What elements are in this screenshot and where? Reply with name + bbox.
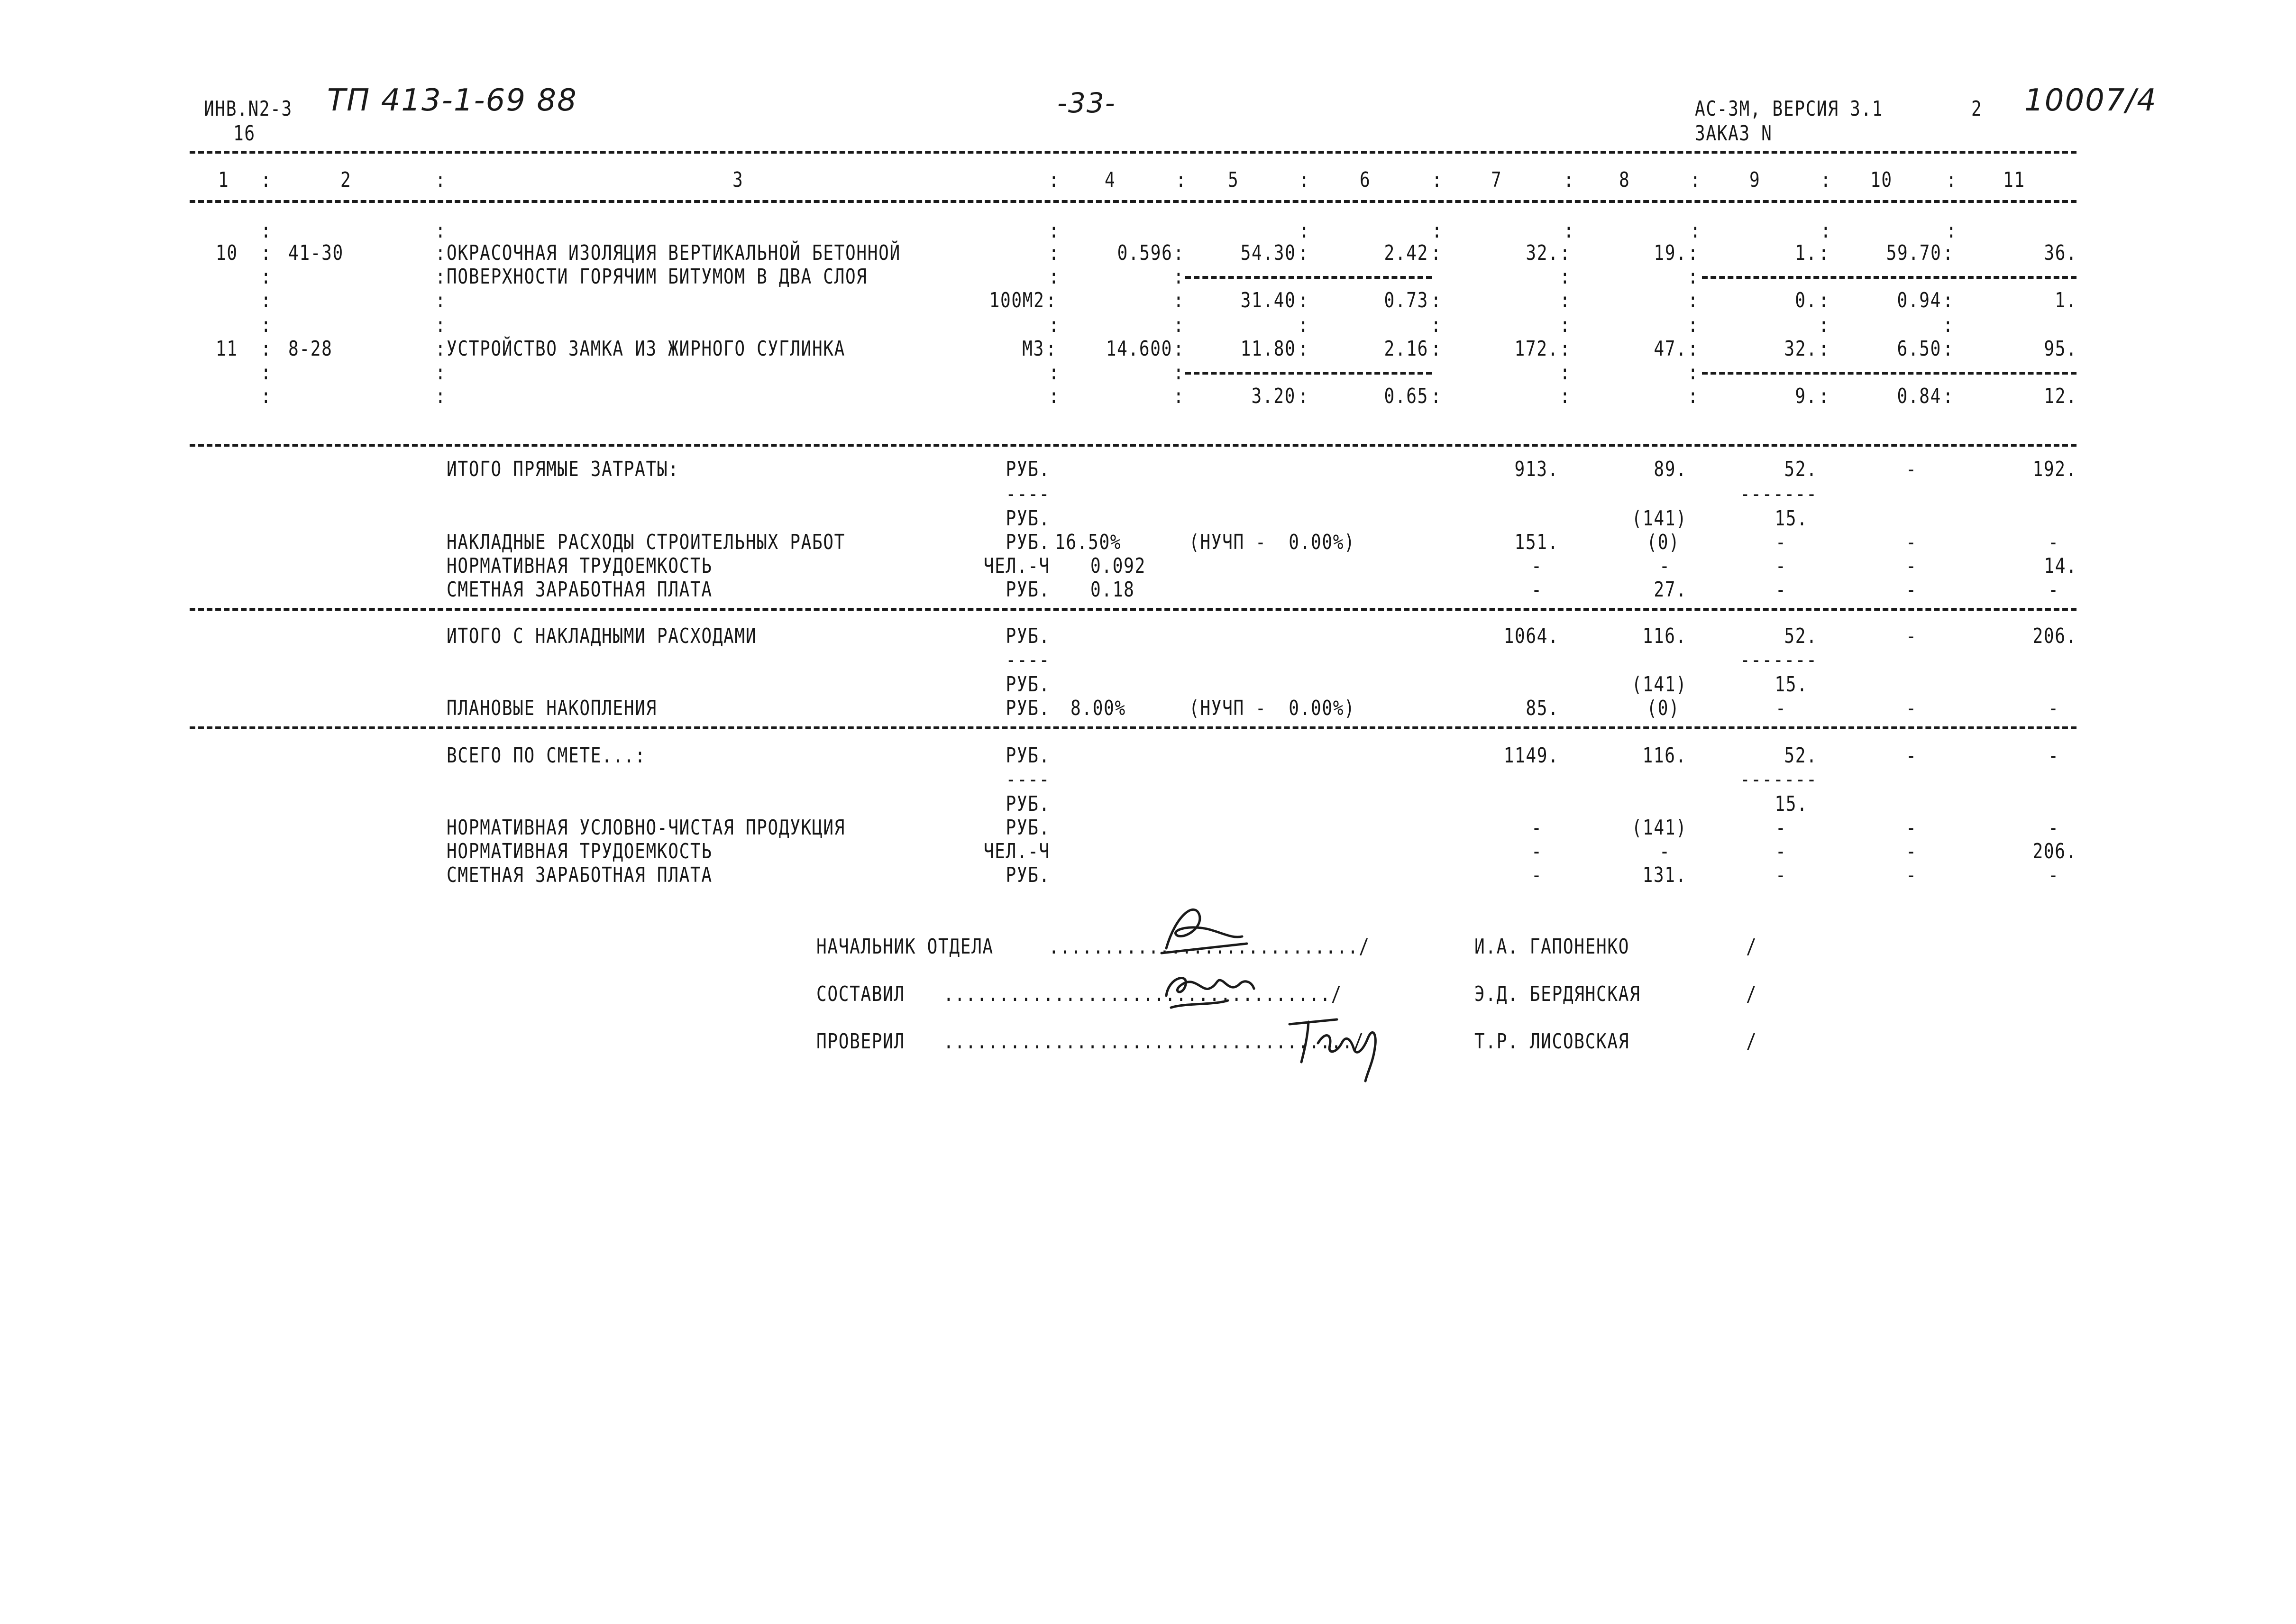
cell-value: 1. xyxy=(2055,288,2077,312)
summary-label: НАКЛАДНЫЕ РАСХОДЫ СТРОИТЕЛЬНЫХ РАБОТ xyxy=(447,530,846,554)
handwritten-signature-icon xyxy=(1157,963,1271,1019)
cell-value: 6.50 xyxy=(1897,337,1941,361)
column-separator: : xyxy=(435,265,447,289)
summary-nuchp: (НУЧП - 0.00%) xyxy=(1189,696,1355,720)
summary-value: 0.18 xyxy=(1090,578,1135,602)
column-separator: : xyxy=(435,241,447,265)
cell-value: 19. xyxy=(1653,241,1687,265)
cell-value: (141) xyxy=(1631,506,1687,531)
cell-value: - xyxy=(1775,578,1786,602)
cell-value: 47. xyxy=(1653,337,1687,361)
column-separator: : xyxy=(1298,384,1309,408)
cell-value: 59.70 xyxy=(1886,241,1941,265)
column-separator: : xyxy=(1560,313,1571,337)
column-separator: : xyxy=(1819,288,1830,312)
column-separator: : xyxy=(1173,337,1185,361)
cell-value: 0.65 xyxy=(1384,384,1428,408)
signature-role: ПРОВЕРИЛ xyxy=(816,1029,905,1054)
cell-value: 116. xyxy=(1642,743,1687,768)
column-separator: : xyxy=(1688,241,1699,265)
summary-label: НОРМАТИВНАЯ ТРУДОЕМКОСТЬ xyxy=(447,839,713,863)
column-separator: : xyxy=(1298,241,1309,265)
cell-value: - xyxy=(1775,863,1786,887)
cell-value: 52. xyxy=(1784,457,1817,481)
unit: 100М2 xyxy=(989,288,1044,312)
column-separator: : xyxy=(435,168,447,192)
column-separator: : xyxy=(261,265,272,289)
column-separator: : xyxy=(1298,288,1309,312)
divider-line xyxy=(190,608,2076,611)
order-label: ЗАКАЗ N xyxy=(1695,121,1773,146)
column-separator: : xyxy=(1049,168,1060,192)
column-separator: : xyxy=(1176,168,1187,192)
summary-percent: 16.50% xyxy=(1055,530,1122,554)
column-header: 11 xyxy=(2003,168,2025,192)
signature-end: / xyxy=(1746,1029,1757,1054)
column-separator: : xyxy=(1431,288,1442,312)
unit: М3 xyxy=(1022,337,1044,361)
cell-value: 15. xyxy=(1774,672,1808,697)
subcell-divider xyxy=(1185,276,1432,279)
cell-value: 172. xyxy=(1514,337,1559,361)
cell-value: 3.20 xyxy=(1251,384,1296,408)
column-separator: : xyxy=(1560,360,1571,385)
summary-unit: РУБ. xyxy=(1006,816,1050,840)
handwritten-order-number: 10007/4 xyxy=(2024,83,2157,118)
summary-unit: ЧЕЛ.-Ч xyxy=(983,839,1050,863)
cell-value: 0.73 xyxy=(1384,288,1428,312)
summary-label: НОРМАТИВНАЯ УСЛОВНО-ЧИСТАЯ ПРОДУКЦИЯ xyxy=(447,816,846,840)
column-separator: : xyxy=(1432,168,1443,192)
column-separator: : xyxy=(1046,337,1057,361)
cell-value: - xyxy=(1775,530,1786,554)
cell-value: 206. xyxy=(2032,624,2077,648)
cell-value: 0.94 xyxy=(1897,288,1941,312)
column-separator: : xyxy=(1820,219,1832,243)
cell-value: - xyxy=(1905,839,1917,863)
signature-leader: .................................../ xyxy=(943,982,1343,1006)
software-version: АС-3М, ВЕРСИЯ 3.1 xyxy=(1695,97,1884,121)
cell-value: - xyxy=(1531,554,1542,578)
signature-end: / xyxy=(1746,935,1757,959)
row-number: 11 xyxy=(216,337,238,361)
sheet-subnumber: 16 xyxy=(233,121,256,146)
column-separator: : xyxy=(1943,337,1954,361)
column-separator: : xyxy=(1173,360,1185,385)
column-separator: : xyxy=(1560,384,1571,408)
column-separator: : xyxy=(261,384,272,408)
divider-line xyxy=(190,726,2076,729)
cell-value: - xyxy=(2048,743,2059,768)
column-separator: : xyxy=(1690,168,1701,192)
column-header: 10 xyxy=(1870,168,1893,192)
summary-unit: РУБ. xyxy=(1006,457,1050,481)
cell-value: 32. xyxy=(1525,241,1559,265)
column-separator: : xyxy=(435,384,447,408)
column-header: 8 xyxy=(1619,168,1630,192)
column-separator: : xyxy=(1173,384,1185,408)
handwritten-signature-icon xyxy=(1280,1005,1394,1086)
column-separator: : xyxy=(1560,288,1571,312)
column-separator: : xyxy=(1946,168,1958,192)
column-separator: : xyxy=(1173,313,1185,337)
subcell-divider xyxy=(1185,372,1432,375)
summary-label: СМЕТНАЯ ЗАРАБОТНАЯ ПЛАТА xyxy=(447,863,713,887)
cell-value: 95. xyxy=(2043,337,2077,361)
cell-value: 54.30 xyxy=(1240,241,1296,265)
column-separator: : xyxy=(1049,241,1060,265)
column-separator: : xyxy=(1298,337,1309,361)
cell-value: - xyxy=(1775,816,1786,840)
cell-value: (141) xyxy=(1631,672,1687,697)
cell-value: - xyxy=(1775,554,1786,578)
subcell-divider xyxy=(1702,372,2076,375)
column-header: 9 xyxy=(1749,168,1761,192)
cell-value: - xyxy=(1531,578,1542,602)
column-separator: : xyxy=(261,288,272,312)
column-separator: : xyxy=(1049,360,1060,385)
column-separator: : xyxy=(1943,288,1954,312)
summary-underline: ------- xyxy=(1739,648,1817,672)
cell-value: 52. xyxy=(1784,624,1817,648)
cell-value: 1. xyxy=(1795,241,1817,265)
work-description: УСТРОЙСТВО ЗАМКА ИЗ ЖИРНОГО СУГЛИНКА xyxy=(447,337,846,361)
signature-leader: ............................/ xyxy=(1049,935,1370,959)
signature-name: Э.Д. БЕРДЯНСКАЯ xyxy=(1474,982,1641,1006)
column-separator: : xyxy=(1819,337,1830,361)
summary-unit: ЧЕЛ.-Ч xyxy=(983,554,1050,578)
column-header: 1 xyxy=(218,168,229,192)
handwritten-signature-icon xyxy=(1147,896,1261,967)
cell-value: 0. xyxy=(1795,288,1817,312)
cell-value: - xyxy=(1905,624,1917,648)
cell-value: - xyxy=(1659,554,1670,578)
summary-label: СМЕТНАЯ ЗАРАБОТНАЯ ПЛАТА xyxy=(447,578,713,602)
cell-value: 206. xyxy=(2032,839,2077,863)
column-separator: : xyxy=(1049,265,1060,289)
summary-unit: РУБ. xyxy=(1006,672,1050,697)
column-separator: : xyxy=(1560,241,1571,265)
cell-value: 192. xyxy=(2032,457,2077,481)
cell-value: 52. xyxy=(1784,743,1817,768)
column-separator: : xyxy=(1173,265,1185,289)
column-header: 7 xyxy=(1491,168,1502,192)
column-separator: : xyxy=(1173,241,1185,265)
column-separator: : xyxy=(1049,384,1060,408)
cell-value: 89. xyxy=(1653,457,1687,481)
quantity: 0.596 xyxy=(1117,241,1172,265)
cell-value: - xyxy=(1905,696,1917,720)
column-separator: : xyxy=(1564,219,1575,243)
signature-role: НАЧАЛЬНИК ОТДЕЛА xyxy=(816,935,994,959)
price-code: 8-28 xyxy=(288,337,333,361)
summary-underline: ---- xyxy=(1006,648,1050,672)
subcell-divider xyxy=(1702,276,2076,279)
cell-value: - xyxy=(1905,554,1917,578)
cell-value: 151. xyxy=(1514,530,1559,554)
column-separator: : xyxy=(1943,313,1954,337)
cell-value: (0) xyxy=(1646,530,1680,554)
summary-underline: ---- xyxy=(1006,482,1050,506)
cell-value: 15. xyxy=(1774,792,1808,816)
cell-value: - xyxy=(1905,578,1917,602)
column-separator: : xyxy=(1688,265,1699,289)
summary-value: 0.092 xyxy=(1090,554,1146,578)
cell-value: - xyxy=(1905,457,1917,481)
cell-value: 14. xyxy=(2043,554,2077,578)
summary-unit: РУБ. xyxy=(1006,624,1050,648)
cell-value: 12. xyxy=(2043,384,2077,408)
cell-value: (141) xyxy=(1631,816,1687,840)
cell-value: 85. xyxy=(1525,696,1559,720)
divider-line xyxy=(190,200,2076,203)
column-separator: : xyxy=(1299,168,1310,192)
cell-value: 32. xyxy=(1784,337,1817,361)
summary-label: ИТОГО ПРЯМЫЕ ЗАТРАТЫ: xyxy=(447,457,679,481)
summary-underline: ---- xyxy=(1006,767,1050,791)
cell-value: - xyxy=(2048,816,2059,840)
column-separator: : xyxy=(261,168,272,192)
summary-percent: 8.00% xyxy=(1070,696,1126,720)
column-separator: : xyxy=(1564,168,1575,192)
column-separator: : xyxy=(1431,313,1442,337)
column-separator: : xyxy=(435,219,447,243)
divider-line xyxy=(190,444,2076,447)
cell-value: 11.80 xyxy=(1240,337,1296,361)
column-separator: : xyxy=(261,219,272,243)
cell-value: - xyxy=(2048,530,2059,554)
column-separator: : xyxy=(1046,288,1057,312)
cell-value: - xyxy=(1905,743,1917,768)
cell-value: 36. xyxy=(2043,241,2077,265)
summary-label: ВСЕГО ПО СМЕТЕ...: xyxy=(447,743,646,768)
software-number: 2 xyxy=(1971,97,1983,121)
cell-value: (0) xyxy=(1646,696,1680,720)
signature-role: СОСТАВИЛ xyxy=(816,982,905,1006)
column-separator: : xyxy=(1819,384,1830,408)
column-separator: : xyxy=(435,313,447,337)
inventory-number: ИНВ.N2-3 xyxy=(204,97,293,121)
column-separator: : xyxy=(1049,313,1060,337)
column-header: 5 xyxy=(1228,168,1239,192)
column-header: 3 xyxy=(732,168,744,192)
summary-unit: РУБ. xyxy=(1006,696,1050,720)
signature-name: И.А. ГАПОНЕНКО xyxy=(1474,935,1630,959)
summary-label: НОРМАТИВНАЯ ТРУДОЕМКОСТЬ xyxy=(447,554,713,578)
signature-end: / xyxy=(1746,982,1757,1006)
cell-value: 2.16 xyxy=(1384,337,1428,361)
summary-underline: ------- xyxy=(1739,482,1817,506)
cell-value: 2.42 xyxy=(1384,241,1428,265)
cell-value: 913. xyxy=(1514,457,1559,481)
column-separator: : xyxy=(261,337,272,361)
column-separator: : xyxy=(435,360,447,385)
column-separator: : xyxy=(1431,384,1442,408)
cell-value: - xyxy=(1905,530,1917,554)
summary-unit: РУБ. xyxy=(1006,863,1050,887)
cell-value: - xyxy=(1659,839,1670,863)
column-separator: : xyxy=(261,360,272,385)
column-separator: : xyxy=(1943,241,1954,265)
handwritten-project-number: ТП 413-1-69 88 xyxy=(327,83,577,118)
column-separator: : xyxy=(1943,384,1954,408)
cell-value: 0.84 xyxy=(1897,384,1941,408)
summary-unit: РУБ. xyxy=(1006,792,1050,816)
column-separator: : xyxy=(1819,313,1830,337)
cell-value: - xyxy=(2048,578,2059,602)
cell-value: 1064. xyxy=(1503,624,1559,648)
column-separator: : xyxy=(1688,337,1699,361)
summary-label: ИТОГО С НАКЛАДНЫМИ РАСХОДАМИ xyxy=(447,624,757,648)
cell-value: - xyxy=(1775,839,1786,863)
cell-value: 131. xyxy=(1642,863,1687,887)
cell-value: - xyxy=(1905,863,1917,887)
summary-unit: РУБ. xyxy=(1006,578,1050,602)
cell-value: - xyxy=(1531,816,1542,840)
cell-value: 1149. xyxy=(1503,743,1559,768)
column-separator: : xyxy=(1432,219,1443,243)
column-separator: : xyxy=(1560,337,1571,361)
price-code: 41-30 xyxy=(288,241,344,265)
summary-nuchp: (НУЧП - 0.00%) xyxy=(1189,530,1355,554)
column-separator: : xyxy=(1688,288,1699,312)
column-separator: : xyxy=(1431,337,1442,361)
summary-unit: РУБ. xyxy=(1006,743,1050,768)
summary-unit: РУБ. xyxy=(1006,530,1050,554)
cell-value: 9. xyxy=(1795,384,1817,408)
cell-value: - xyxy=(2048,863,2059,887)
cell-value: 27. xyxy=(1653,578,1687,602)
column-separator: : xyxy=(1431,241,1442,265)
cell-value: 116. xyxy=(1642,624,1687,648)
row-number: 10 xyxy=(216,241,238,265)
column-separator: : xyxy=(1298,313,1309,337)
column-header: 4 xyxy=(1105,168,1116,192)
page-number: -33- xyxy=(1057,87,1116,119)
signature-leader: ...................................../ xyxy=(943,1029,1364,1054)
column-separator: : xyxy=(261,241,272,265)
work-description: ОКРАСОЧНАЯ ИЗОЛЯЦИЯ ВЕРТИКАЛЬНОЙ БЕТОННОЙ xyxy=(447,241,901,265)
cell-value: 31.40 xyxy=(1240,288,1296,312)
signature-name: Т.Р. ЛИСОВСКАЯ xyxy=(1474,1029,1630,1054)
cell-value: - xyxy=(2048,696,2059,720)
summary-label: ПЛАНОВЫЕ НАКОПЛЕНИЯ xyxy=(447,696,657,720)
quantity: 14.600 xyxy=(1106,337,1172,361)
column-separator: : xyxy=(1688,384,1699,408)
divider-line xyxy=(190,151,2076,154)
column-separator: : xyxy=(1820,168,1832,192)
work-description: ПОВЕРХНОСТИ ГОРЯЧИМ БИТУМОМ В ДВА СЛОЯ xyxy=(447,265,868,289)
column-separator: : xyxy=(435,337,447,361)
column-separator: : xyxy=(1173,288,1185,312)
cell-value: - xyxy=(1531,863,1542,887)
column-separator: : xyxy=(1946,219,1958,243)
cell-value: - xyxy=(1775,696,1786,720)
column-separator: : xyxy=(1688,360,1699,385)
column-header: 2 xyxy=(340,168,352,192)
column-separator: : xyxy=(1049,219,1060,243)
cell-value: - xyxy=(1905,816,1917,840)
column-separator: : xyxy=(435,288,447,312)
column-header: 6 xyxy=(1360,168,1371,192)
column-separator: : xyxy=(261,313,272,337)
column-separator: : xyxy=(1299,219,1310,243)
cell-value: 15. xyxy=(1774,506,1808,531)
summary-underline: ------- xyxy=(1739,767,1817,791)
column-separator: : xyxy=(1688,313,1699,337)
column-separator: : xyxy=(1560,265,1571,289)
summary-unit: РУБ. xyxy=(1006,506,1050,531)
cell-value: - xyxy=(1531,839,1542,863)
column-separator: : xyxy=(1690,219,1701,243)
column-separator: : xyxy=(1819,241,1830,265)
